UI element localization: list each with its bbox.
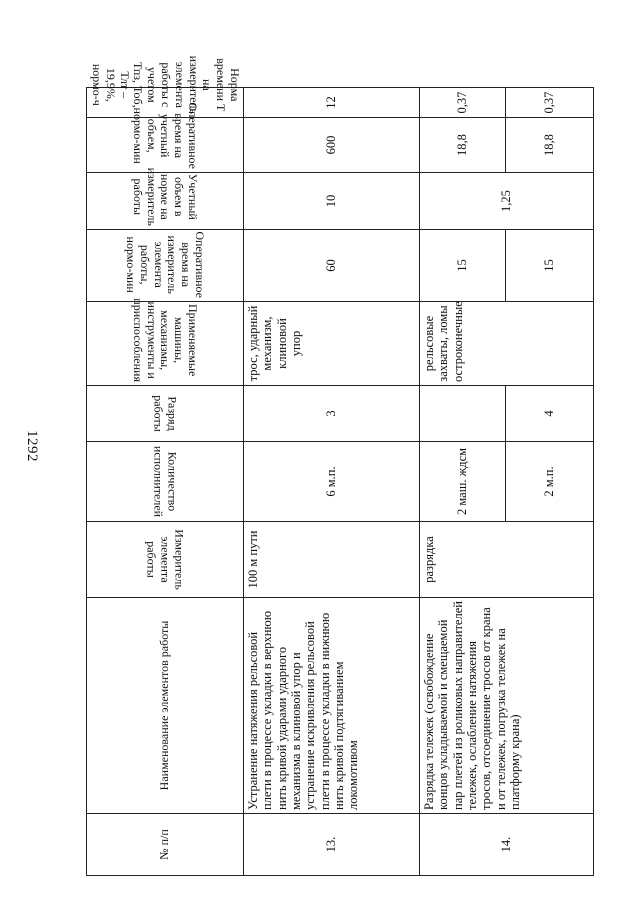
row-number: 14. (419, 814, 593, 876)
header-grade: Разряд работы (87, 386, 244, 442)
header-name: Наименование элементов работы (87, 598, 244, 814)
work-element-name: Разрядка тележек (освобождение концов укладываемой и смещаемой пар плетей из роликовых направителей тележек, ослабление натяжения тросов, отсоединение тросов от крана и от тележек, погрузка тележек на платформу крана) (419, 598, 593, 814)
grade-cell: 3 (243, 386, 419, 442)
table-row (419, 88, 505, 876)
meter-cell: разрядка (419, 522, 593, 598)
workers-cell: 2 маш. ждсм (419, 442, 505, 522)
table-row (243, 88, 419, 876)
header-tools: Применяемые машины, механизмы, инструменты и приспособления (87, 302, 244, 386)
op-time-cell: 60 (243, 230, 419, 302)
grade-cell: 4 (505, 386, 593, 442)
meter-cell: 100 м пути (243, 522, 419, 598)
header-row (87, 88, 244, 876)
volume-cell: 10 (243, 173, 419, 230)
header-volume: Учетный объем в норме на измеритель работы (87, 173, 244, 230)
header-meter: Измеритель элемента работы (87, 522, 244, 598)
header-op-time-volume: Оперативное время на учетный объем, нормо-мин (87, 118, 244, 173)
header-norm-time: Норма времени Т на измеритель элемента работы с учетом Тпз, Тоб, Тлт – 19,9%, нормо-ч (87, 88, 244, 118)
page-number: 1292 (24, 430, 40, 462)
norm-time-cell: 0,37 (419, 88, 505, 118)
header-op-time: Оперативное время на измеритель элемента работы, нормо-мин (87, 230, 244, 302)
work-element-name: Устранение натяжения рельсовой плети в процессе укладки в верхнюю нить кривой ударами ударного механизма в клиновой упор и устранение искривления рельсовой плети в процессе укладки в нижнюю нить кривой подтягиванием локомотивом (243, 598, 419, 814)
workers-cell: 2 м.п. (505, 442, 593, 522)
rotated-table-wrapper (86, 55, 557, 876)
header-workers: Количество исполнителей (87, 442, 244, 522)
norm-time-cell: 12 (243, 88, 419, 118)
workers-cell: 6 м.п. (243, 442, 419, 522)
grade-cell (419, 386, 505, 442)
op-time-volume-cell: 18,8 (419, 118, 505, 173)
tools-cell: трос, ударный механизм, клиновой упор (243, 302, 419, 386)
header-num: № п/п (87, 814, 244, 876)
tools-cell: рельсовые захваты, ломы остроконечные (419, 302, 593, 386)
op-time-cell: 15 (419, 230, 505, 302)
work-elements-table (86, 55, 594, 876)
row-number: 13. (243, 814, 419, 876)
volume-cell: 1,25 (419, 173, 593, 230)
op-time-cell: 15 (505, 230, 593, 302)
norm-time-cell: 0,37 (505, 88, 593, 118)
op-time-volume-cell: 18,8 (505, 118, 593, 173)
op-time-volume-cell: 600 (243, 118, 419, 173)
